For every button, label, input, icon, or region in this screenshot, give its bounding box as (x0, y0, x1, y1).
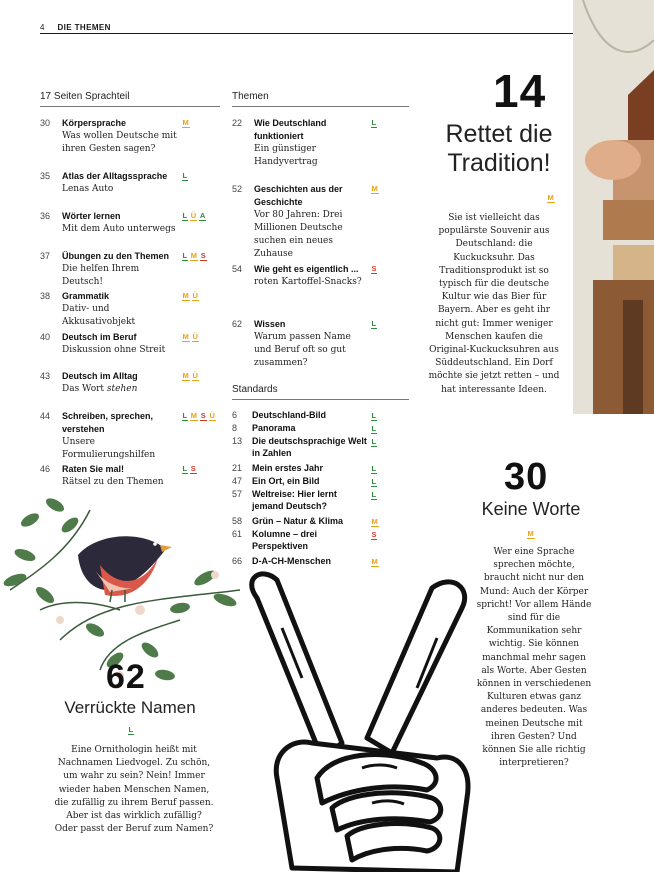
peace-hand-illustration (222, 568, 482, 872)
feature-30-number: 30 (504, 456, 549, 498)
entry-page: 37 (40, 251, 51, 261)
themen-rule (232, 106, 409, 107)
page-header (40, 23, 111, 32)
entry-page: 13 (232, 436, 243, 446)
standards-heading: Standards (232, 384, 278, 395)
entry-page: 54 (232, 264, 243, 274)
standards-entry[interactable] (232, 423, 367, 435)
entry-title: Panorama (252, 423, 296, 433)
entry-title: Schreiben, sprechen, verstehen (62, 411, 154, 434)
sprachteil-entry[interactable] (40, 250, 180, 289)
entry-subtitle: Das Wort stehen (62, 384, 138, 394)
feature-14-title: Rettet die Tradition! (445, 120, 553, 177)
level-badge: S (371, 530, 377, 539)
page-number: 4 (40, 23, 45, 32)
sprachteil-entry[interactable] (40, 463, 180, 489)
entry-page: 35 (40, 171, 51, 181)
entry-page: 62 (232, 319, 243, 329)
entry-subtitle: Rätsel zu den Themen (62, 477, 164, 487)
level-badge: L M S (182, 251, 207, 260)
themen-entry[interactable] (232, 117, 367, 169)
level-badge: L S (182, 464, 197, 473)
entry-page: 57 (232, 489, 243, 499)
level-badge: M Ü (182, 332, 199, 341)
entry-title: Körpersprache (62, 118, 127, 128)
entry-subtitle: Mit dem Auto unterwegs (62, 224, 176, 234)
themen-entry[interactable] (232, 318, 367, 370)
entry-title: Die deutschsprachige Welt in Zahlen (252, 436, 367, 458)
standards-entry[interactable] (232, 556, 367, 568)
standards-entry[interactable] (232, 476, 367, 488)
entry-title: Deutsch im Beruf (62, 332, 137, 342)
entry-page: 47 (232, 476, 243, 486)
standards-entry[interactable] (232, 463, 367, 475)
sprachteil-entry[interactable] (40, 331, 180, 357)
themen-heading: Themen (232, 91, 269, 102)
entry-title: Kolumne – drei Perspektiven (252, 529, 318, 551)
level-badge: M (371, 184, 379, 193)
entry-subtitle: Warum passen Name und Beruf oft so gut zusammen? (254, 332, 351, 368)
level-badge: L (182, 171, 188, 180)
entry-page: 66 (232, 556, 243, 566)
header-rule (40, 33, 573, 34)
entry-page: 22 (232, 118, 243, 128)
level-badge: M (371, 517, 379, 526)
sprachteil-entry[interactable] (40, 117, 180, 156)
entry-title: Wie geht es eigentlich ... (254, 264, 359, 274)
standards-rule (232, 399, 409, 400)
level-badge: L M S Ü (182, 411, 216, 420)
standards-entry[interactable] (232, 410, 367, 422)
entry-page: 43 (40, 371, 51, 381)
entry-title: Grün – Natur & Klima (252, 516, 344, 526)
entry-title: Grammatik (62, 291, 110, 301)
entry-title: Übungen zu den Themen (62, 251, 169, 261)
level-badge: L (371, 464, 377, 473)
level-badge: M Ü (182, 371, 199, 380)
entry-page: 44 (40, 411, 51, 421)
entry-title: Atlas der Alltagssprache (62, 171, 168, 181)
entry-subtitle: Was wollen Deutsche mit ihren Gesten sagen? (62, 131, 177, 154)
feature-14-text: Sie ist vielleicht das populärste Souvenir aus Deutschland: die Kuckucksuhr. Das Traditionsprodukt ist so typisch für die deutsche Kultur wie das Bier für Bayern. Aber es geht ihr nicht gut: Immer weniger Menschen kaufen die Original-Kuckucksuhren aus Süddeutschland. Ein Dorf möchte sie jetzt retten – und hat interessante Ideen. (428, 213, 560, 395)
entry-title: Weltreise: Hier lernt jemand Deutsch? (252, 489, 337, 511)
feature-30-title: Keine Worte (481, 499, 581, 519)
entry-page: 38 (40, 291, 51, 301)
entry-page: 61 (232, 529, 243, 539)
level-badge: L (371, 411, 377, 420)
level-badge: L (371, 437, 377, 446)
entry-subtitle: roten Kartoffel-Snacks? (254, 277, 362, 287)
section-title: DIE THEMEN (57, 23, 111, 32)
entry-subtitle: Lenas Auto (62, 184, 114, 194)
entry-page: 58 (232, 516, 243, 526)
entry-title: Ein Ort, ein Bild (252, 476, 320, 486)
entry-page: 36 (40, 211, 51, 221)
sprachteil-entry[interactable] (40, 210, 180, 236)
themen-entry[interactable] (232, 263, 367, 289)
sprachteil-heading: 17 Seiten Sprachteil (40, 91, 130, 102)
feature-62-number: 62 (106, 658, 146, 696)
standards-entry[interactable] (232, 529, 367, 552)
entry-page: 40 (40, 332, 51, 342)
feature-62-title: Verrückte Namen (64, 698, 196, 717)
entry-page: 21 (232, 463, 243, 473)
feature-62-level: L (128, 725, 134, 734)
level-badge: L (371, 490, 377, 499)
entry-title: Wie Deutschland funktioniert (254, 118, 327, 141)
feature-14-level: M (547, 193, 555, 202)
feature-30-text: Wer eine Sprache sprechen möchte, braucht nicht nur den Mund: Auch der Körper spricht! Vor allem Hände sind für die Kommunikation sehr wichtig. Sie können manchmal mehr sagen als Worte. Aber Gesten können in verschiedenen Kulturen etwas ganz anderes bedeuten. Was meinen Deutsche mit ihren Gesten? Und können Sie alle richtig interpretieren? (476, 547, 592, 769)
entry-title: Raten Sie mal! (62, 464, 125, 474)
entry-title: D-A-CH-Menschen (252, 556, 332, 566)
entry-subtitle: Die helfen Ihrem Deutsch! (62, 264, 140, 287)
standards-entry[interactable] (232, 489, 367, 512)
level-badge: M (371, 557, 379, 566)
level-badge: L (371, 424, 377, 433)
themen-entry[interactable] (232, 183, 367, 261)
cuckoo-clock-photo (573, 0, 654, 414)
sprachteil-entry[interactable] (40, 170, 180, 196)
standards-entry[interactable] (232, 436, 367, 459)
feature-14-number: 14 (493, 65, 547, 117)
level-badge: M Ü (182, 291, 199, 300)
feature-62-text: Eine Ornithologin heißt mit Nachnamen Liedvogel. Zu schön, um wahr zu sein? Nein! Immer wieder haben Menschen Namen, die zufällig zu ihrem Beruf passen. Aber ist das wirklich zufällig? Oder passt der Beruf zum Namen? (54, 745, 214, 835)
sprachteil-rule (40, 106, 220, 107)
entry-subtitle: Ein günstiger Handyvertrag (254, 144, 318, 167)
entry-subtitle: Diskussion ohne Streit (62, 345, 166, 355)
entry-title: Mein erstes Jahr (252, 463, 324, 473)
entry-page: 52 (232, 184, 243, 194)
entry-subtitle: Dativ- und Akkusativobjekt (62, 304, 136, 327)
entry-subtitle: Unsere Formulierungshilfen (62, 437, 156, 460)
entry-page: 6 (232, 410, 238, 420)
entry-title: Wörter lernen (62, 211, 121, 221)
entry-title: Wissen (254, 319, 286, 329)
level-badge: L Ü A (182, 211, 206, 220)
entry-title: Deutschland-Bild (252, 410, 327, 420)
sprachteil-entry[interactable] (40, 290, 180, 329)
entry-page: 30 (40, 118, 51, 128)
sprachteil-entry[interactable] (40, 370, 180, 396)
level-badge: L (371, 118, 377, 127)
level-badge: L (371, 477, 377, 486)
level-badge: L (371, 319, 377, 328)
entry-title: Geschichten aus der Geschichte (254, 184, 343, 207)
entry-title: Deutsch im Alltag (62, 371, 138, 381)
level-badge: S (371, 264, 377, 273)
entry-subtitle: Vor 80 Jahren: Drei Millionen Deutsche suchen ein neues Zuhause (254, 210, 343, 259)
level-badge: M (182, 118, 190, 127)
entry-page: 8 (232, 423, 238, 433)
standards-entry[interactable] (232, 516, 367, 528)
feature-30-level: M (527, 529, 535, 538)
sprachteil-entry[interactable] (40, 410, 180, 462)
entry-page: 46 (40, 464, 51, 474)
